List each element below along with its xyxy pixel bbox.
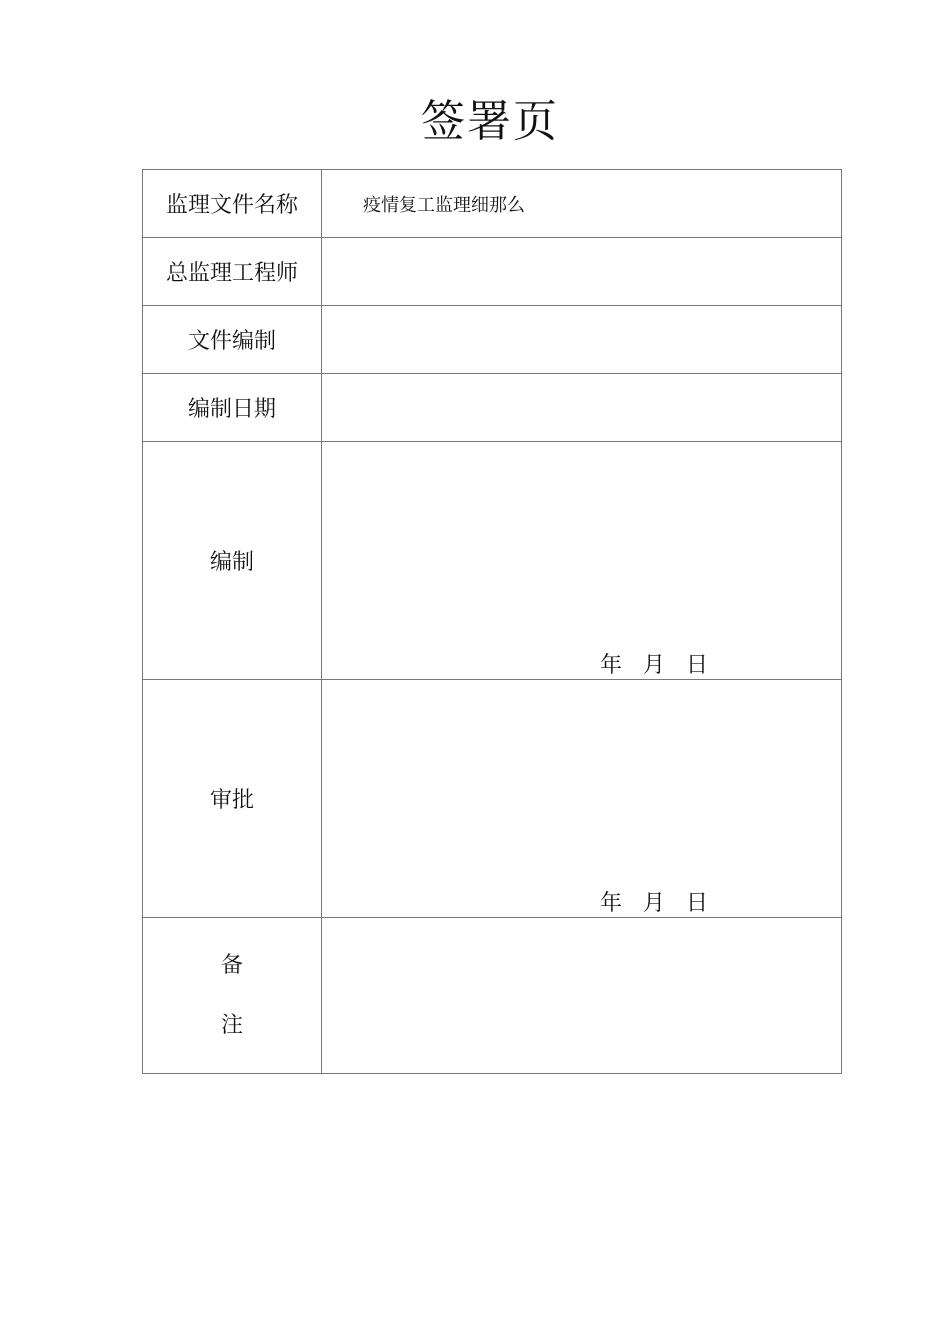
doc-prepared-by-label: 文件编制	[143, 306, 322, 374]
prepared-date-label: 编制日期	[143, 374, 322, 442]
compile-signature-field[interactable]	[322, 442, 842, 680]
compile-date-line	[600, 653, 722, 679]
row-prepared-date	[143, 374, 842, 442]
compile-date-month: 月	[643, 653, 666, 678]
compile-date-year: 年	[600, 653, 623, 678]
row-compile	[143, 442, 842, 680]
chief-engineer-field[interactable]	[322, 238, 842, 306]
doc-prepared-by-field[interactable]	[322, 306, 842, 374]
row-doc-prepared-by	[143, 306, 842, 374]
row-chief-engineer	[143, 238, 842, 306]
chief-engineer-label: 总监理工程师	[143, 238, 322, 306]
doc-name-label: 监理文件名称	[143, 170, 322, 238]
doc-name-field[interactable]	[322, 170, 842, 238]
remarks-field[interactable]	[322, 918, 842, 1074]
remarks-label-line1: 备	[220, 952, 243, 978]
compile-label: 编制	[143, 442, 322, 680]
approve-date-line	[600, 891, 722, 917]
row-remarks	[143, 918, 842, 1074]
remarks-label-line2: 注	[220, 1012, 243, 1038]
remarks-label	[143, 918, 322, 1074]
prepared-date-field[interactable]	[322, 374, 842, 442]
approve-date-month: 月	[643, 891, 666, 916]
compile-date-day: 日	[686, 653, 709, 678]
row-approve	[143, 680, 842, 918]
approve-signature-field[interactable]	[322, 680, 842, 918]
doc-name-value: 疫情复工监理细那么	[363, 194, 525, 216]
page-title: 签署页	[421, 96, 559, 147]
approve-date-day: 日	[686, 891, 709, 916]
signature-table	[142, 169, 842, 1074]
row-doc-name	[143, 170, 842, 238]
approve-date-year: 年	[600, 891, 623, 916]
approve-label: 审批	[143, 680, 322, 918]
remarks-label-gap	[143, 979, 321, 1013]
